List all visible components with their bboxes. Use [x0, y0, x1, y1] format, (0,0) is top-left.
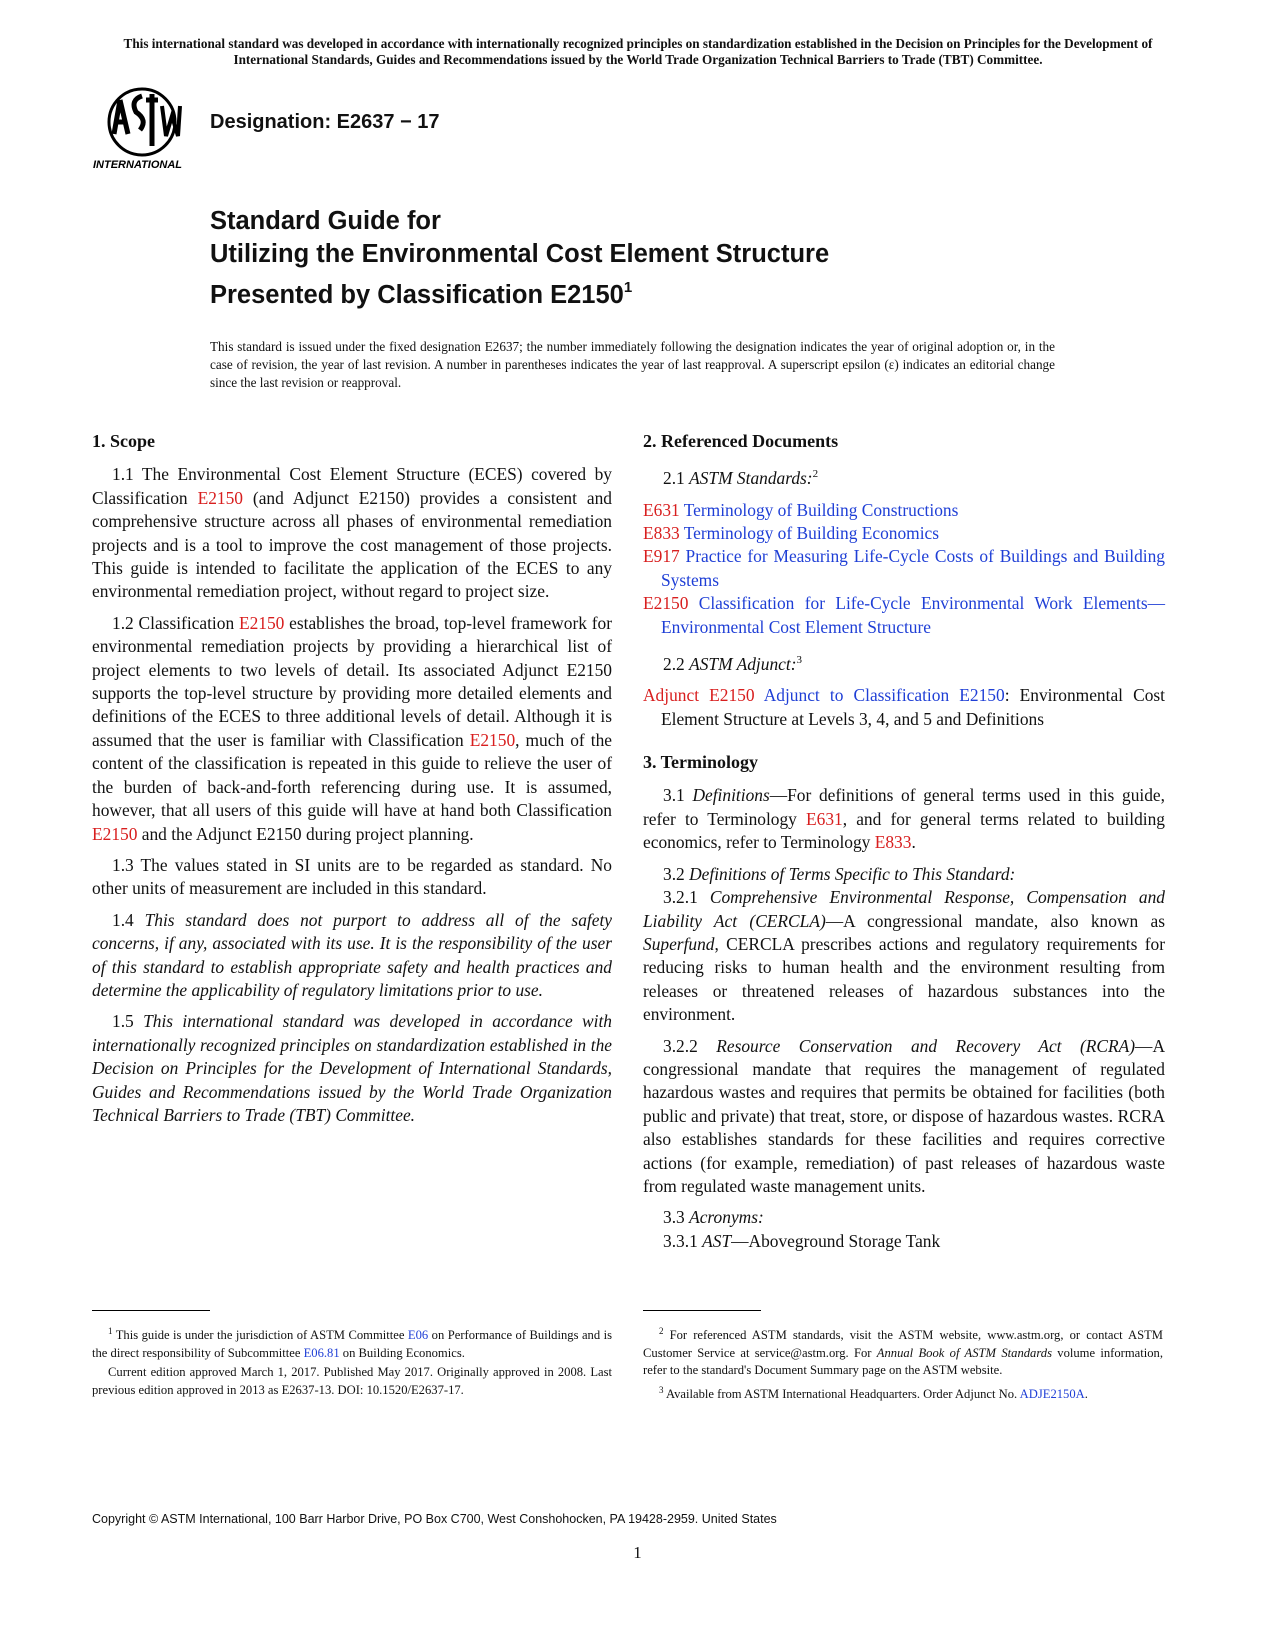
e06-link[interactable]: E06	[407, 1328, 429, 1343]
adjunct-item[interactable]: Adjunct E2150 Adjunct to Classification E2150: Environmental Cost Element Structure at Levels 3, 4, and 5 and Definitions	[643, 685, 1166, 729]
term-3-3: 3.3 Acronyms:	[663, 1207, 764, 1228]
e833-link[interactable]: E833	[874, 832, 912, 853]
e631-link[interactable]: E631	[806, 808, 843, 829]
e2150-link[interactable]: E2150	[469, 729, 516, 750]
scope-1-5: 1.5 This international standard was developed in accordance with internationally recognized principles on standardization established in the Decision on Principles for the Development of International Standards, Guides and Recommendations issued by the World Trade Organization Technical Barriers to Trade (TBT) Committee.	[92, 1011, 612, 1125]
term-3-1: 3.1 Definitions—For definitions of general terms used in this guide, refer to Terminology E631, and for general terms related to building economics, refer to Terminology E833.	[643, 785, 1166, 853]
e2150-link[interactable]: E2150	[92, 823, 138, 844]
referenced-heading: 2. Referenced Documents	[643, 431, 839, 451]
e06-81-link[interactable]: E06.81	[303, 1345, 340, 1360]
copyright: Copyright © ASTM International, 100 Barr Harbor Drive, PO Box C700, West Conshohocken, PA 19428-2959. United States	[92, 1512, 777, 1526]
footnote-3: $^3$ Available from ASTM International Headquarters. Order Adjunct No. ADJE2150A.	[659, 1384, 1088, 1401]
svg-text:INTERNATIONAL: INTERNATIONAL	[93, 159, 183, 171]
ref-item[interactable]: E631 Terminology of Building Constructions	[643, 499, 959, 520]
page-number: 1	[633, 1543, 642, 1562]
term-3-2: 3.2 Definitions of Terms Specific to This Standard:	[663, 863, 1016, 884]
left-column	[92, 430, 612, 1135]
astm-adjunct-subhead: 2.2 ASTM Adjunct:$^3$	[663, 653, 802, 674]
e2150-link[interactable]: E2150	[197, 487, 243, 508]
title-line-2: Utilizing the Environmental Cost Element Structure	[210, 240, 830, 268]
scope-heading: 1. Scope	[92, 431, 155, 451]
footnote-rule-right	[643, 1310, 761, 1311]
scope-1-4: 1.4 This standard does not purport to address all of the safety concerns, if any, associated with its use. It is the responsibility of the user of this standard to establish appropriate safety and health practices and determine the applicability of regulatory limitations prior to use.	[92, 909, 612, 1000]
document-title	[210, 205, 829, 312]
e2150-link[interactable]: E2150	[238, 612, 285, 633]
ref-item[interactable]: E917 Practice for Measuring Life-Cycle Costs of Buildings and Building Systems	[643, 546, 1165, 590]
footnote-edition: Current edition approved March 1, 2017. Published May 2017. Originally approved in 2008. Last previous edition approved in 2013 as E2637-13. DOI: 10.1520/E2637-17.	[92, 1365, 612, 1397]
scope-1-3: 1.3 The values stated in SI units are to be regarded as standard. No other units of measurement are included in this standard.	[92, 854, 612, 899]
term-3-3-1: 3.3.1 AST—Aboveground Storage Tank	[663, 1230, 941, 1251]
title-line-1: Standard Guide for	[210, 207, 441, 235]
adje2150a-link[interactable]: ADJE2150A	[1019, 1386, 1085, 1401]
ref-item[interactable]: E2150 Classification for Life-Cycle Environmental Work Elements—Environmental Cost Element Structure	[643, 593, 1165, 637]
astm-standards-subhead: 2.1 ASTM Standards:$^2$	[663, 468, 819, 489]
footnote-1: $^1$ This guide is under the jurisdiction of ASTM Committee E06 on Performance of Buildings and is the direct responsibility of Subcommittee E06.81 on Building Economics.	[92, 1326, 612, 1360]
designation: Designation: E2637 − 17	[210, 111, 440, 133]
scope-1-1: 1.1 The Environmental Cost Element Structure (ECES) covered by Classification E2150 (and Adjunct E2150) provides a consistent and comprehensive structure across all phases of environmental remediation projects and is a tool to improve the cost management of those projects. This guide is intended to facilitate the application of the ECES to any environmental remediation project, without regard to project size.	[92, 464, 612, 602]
top-notice: This international standard was developed in accordance with internationally recognized principles on standardization established in the Decision on Principles for the Development of International Standards, Guides and Recommendations issued by the World Trade Organization Technical Barriers to Trade (TBT) Committee.	[123, 36, 1153, 67]
scope-1-2: 1.2 Classification E2150 establishes the broad, top-level framework for environmental remediation projects by providing a hierarchical list of project elements to two levels of detail. Its associated Adjunct E2150 supports the top-level structure by providing more detailed elements and definitions of the ECES to three additional levels of detail. Although it is assumed that the user is familiar with Classification E2150, much of the content of the classification is repeated in this guide to relieve the user of the burden of back-and-forth referencing during use. It is assumed, however, that all users of this guide will have at hand both Classification E2150 and the Adjunct E2150 during project planning.	[92, 612, 612, 844]
astm-logo	[92, 86, 198, 172]
term-3-2-2: 3.2.2 Resource Conservation and Recovery Act (RCRA)—A congressional mandate that requires the management of regulated hazardous wastes and requires that permits be obtained for facilities (both public and private) that treat, store, or dispose of hazardous wastes. RCRA also establishes standards for these facilities and requires corrective actions (for example, remediation) of past releases of hazardous waste from regulated waste management units.	[643, 1035, 1165, 1196]
ref-item[interactable]: E833 Terminology of Building Economics	[643, 523, 940, 544]
intro-paragraph: This standard is issued under the fixed designation E2637; the number immediately following the designation indicates the year of original adoption or, in the case of revision, the year of last revision. A number in parentheses indicates the year of last reapproval. A superscript epsilon (ε) indicates an editorial change since the last revision or reapproval.	[210, 339, 1055, 390]
term-3-2-1: 3.2.1 Comprehensive Environmental Response, Compensation and Liability Act (CERCLA)—A congressional mandate, also known as Superfund, CERCLA prescribes actions and regulatory requirements for reducing risks to human health and the environment resulting from releases or threatened releases of hazardous substances into the environment.	[643, 887, 1165, 1025]
terminology-heading: 3. Terminology	[643, 752, 759, 773]
footnotes-left	[92, 1323, 612, 1401]
title-line-3: Presented by Classification E2150$^1$	[210, 279, 633, 309]
footnote-2: $^2$ For referenced ASTM standards, visit the ASTM website, www.astm.org, or contact ASTM Customer Service at service@astm.org. For Annual Book of ASTM Standards volume information, refer to the standard's Document Summary page on the ASTM website.	[643, 1326, 1163, 1378]
right-column	[643, 430, 1165, 1261]
footnote-rule-left	[92, 1310, 210, 1311]
footnotes-right	[643, 1323, 1163, 1405]
